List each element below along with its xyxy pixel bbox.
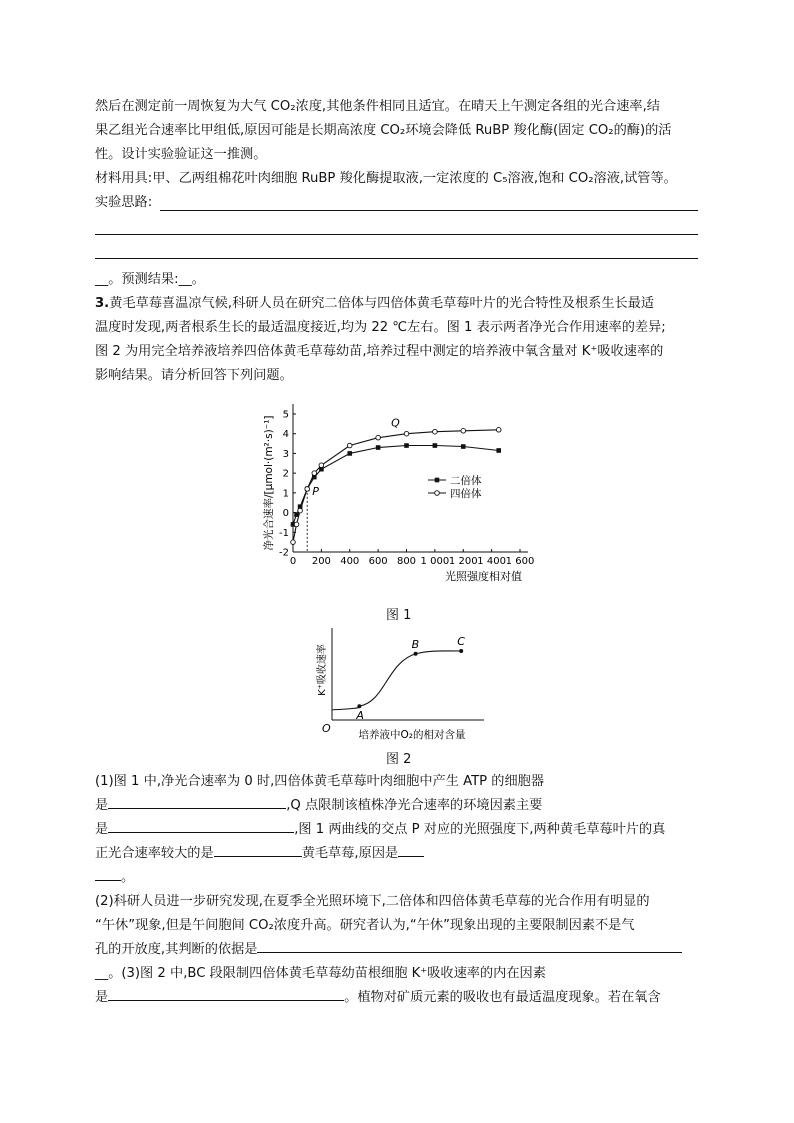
y-tick-label: 3: [282, 448, 289, 460]
point-B: [414, 652, 418, 656]
legend-marker: [435, 478, 440, 483]
text-line: (1)图 1 中,净光合速率为 0 时,四倍体黄毛草莓叶肉细胞中产生 ATP 的细胞器: [95, 774, 545, 789]
data-point-circle: [305, 487, 310, 492]
text-line: 性。设计实验验证这一推测。: [95, 147, 267, 162]
question-3-line: [95, 292, 654, 316]
point-label-A: A: [356, 709, 364, 723]
question-text: 黄毛草莓喜温凉气候,科研人员在研究二倍体与四倍体黄毛草莓叶片的光合特性及根系生长最适: [109, 296, 655, 311]
y-axis-label: K⁺吸收速率: [317, 644, 328, 696]
text-span: 是: [95, 822, 109, 837]
data-point-circle: [461, 428, 466, 433]
figure-1-chart: [245, 392, 545, 592]
answer-blank[interactable]: [257, 938, 682, 953]
answer-blank[interactable]: [214, 842, 302, 857]
text-span: 是: [95, 990, 109, 1005]
text-span: 。: [121, 870, 135, 885]
y-tick-label: 5: [282, 409, 289, 421]
annotation-P: P: [312, 484, 319, 498]
text-span: ,图 1 两曲线的交点 P 对应的光照强度下,两种黄毛草莓叶片的真: [294, 822, 666, 837]
data-point-circle: [376, 435, 381, 440]
data-point-circle: [347, 443, 352, 448]
text-span: 黄毛草莓,原因是: [301, 846, 399, 861]
point-label-B: B: [411, 637, 420, 651]
y-tick-label: 2: [282, 468, 289, 480]
text-span: 是: [95, 798, 109, 813]
question-number: 3.: [95, 296, 110, 311]
y-tick-label: 0: [282, 508, 289, 520]
answer-blank[interactable]: [160, 210, 698, 211]
answer-blank[interactable]: [95, 258, 698, 259]
text-line: 然后在测定前一周恢复为大气 CO₂浓度,其他条件相同且适宜。在晴天上午测定各组的光合速率,结: [95, 99, 660, 114]
legend-marker: [435, 491, 440, 496]
figure-2-caption: 图 2: [386, 752, 412, 767]
predict-line: __。预测结果:__。: [95, 272, 205, 287]
data-point-circle: [312, 471, 317, 476]
data-point-square: [347, 451, 352, 456]
data-point-circle: [298, 508, 303, 513]
x-tick-label: 400: [340, 556, 360, 567]
data-point-circle: [291, 540, 296, 545]
origin-label: O: [322, 722, 331, 735]
legend-label: 四倍体: [450, 488, 482, 500]
data-point-square: [404, 443, 409, 448]
point-A: [357, 704, 361, 708]
annotation-Q: Q: [391, 416, 400, 430]
text-line: [95, 986, 661, 1010]
data-point-circle: [433, 429, 438, 434]
data-point-square: [376, 445, 381, 450]
data-point-square: [433, 443, 438, 448]
text-span: 孔的开放度,其判断的依据是: [95, 942, 258, 957]
text-span: 正光合速率较大的是: [95, 846, 214, 861]
text-span: ,Q 点限制该植株净光合速率的环境因素主要: [286, 798, 543, 813]
x-tick-label: 1 600: [505, 556, 535, 567]
answer-blank[interactable]: [108, 794, 286, 809]
text-line: [95, 818, 665, 842]
idea-label: 实验思路:: [95, 195, 153, 210]
answer-blank[interactable]: [108, 986, 344, 1001]
text-line: 果乙组光合速率比甲组低,原因可能是长期高浓度 CO₂环境会降低 RuBP 羧化酶(固定 CO₂的酶)的活: [95, 123, 672, 138]
text-line: 温度时发现,两者根系生长的最适温度接近,均为 22 ℃左右。图 1 表示两者净光合作用速率的差异;: [95, 320, 666, 335]
figure-2-chart: [312, 622, 492, 750]
data-point-circle: [404, 431, 409, 436]
legend-label: 二倍体: [450, 475, 482, 487]
text-line: [95, 938, 682, 962]
text-line: [95, 842, 424, 866]
materials-line: 材料用具:甲、乙两组棉花叶肉细胞 RuBP 羧化酶提取液,一定浓度的 C₅溶液,饱和 CO₂溶液,试管等。: [95, 171, 677, 186]
answer-blank[interactable]: [108, 818, 294, 833]
x-axis-label: 培养液中O₂的相对含量: [358, 729, 466, 741]
x-tick-label: 1 400: [477, 556, 506, 567]
point-label-C: C: [457, 635, 465, 648]
uptake-curve: [332, 651, 461, 710]
y-tick-label: 4: [282, 429, 289, 441]
y-tick-label: -2: [279, 547, 289, 559]
data-point-circle: [294, 522, 299, 527]
y-axis-label: 净光合速率/[μmol·(m²·s)⁻¹]: [263, 415, 275, 551]
text-line: “午休”现象,但是午间胞间 CO₂浓度升高。研究者认为,“午休”现象出现的主要限制因素不是气: [95, 918, 635, 933]
x-tick-label: 800: [396, 556, 417, 567]
data-point-square: [496, 448, 501, 453]
data-point-circle: [496, 427, 501, 432]
data-point-square: [461, 444, 466, 449]
x-tick-label: 600: [368, 556, 388, 567]
x-tick-label: 0: [289, 556, 297, 567]
x-tick-label: 200: [311, 556, 331, 567]
text-line: (2)科研人员进一步研究发现,在夏季全光照环境下,二倍体和四倍体黄毛草莓的光合作用有明显的: [95, 894, 650, 909]
data-point-circle: [319, 463, 324, 468]
y-tick-label: -1: [279, 527, 289, 539]
text-line: 影响结果。请分析回答下列问题。: [95, 368, 293, 383]
answer-blank[interactable]: [398, 842, 424, 857]
text-line: __。(3)图 2 中,BC 段限制四倍体黄毛草莓幼苗根细胞 K⁺吸收速率的内在因素: [95, 966, 546, 981]
answer-blank[interactable]: [95, 866, 121, 881]
y-tick-label: 1: [282, 488, 289, 500]
text-line: [95, 794, 542, 818]
x-axis-label: 光照强度相对值: [445, 570, 522, 583]
x-tick-label: 1 000: [420, 556, 450, 567]
x-tick-label: 1 200: [448, 556, 478, 567]
answer-blank[interactable]: [95, 234, 698, 235]
text-span: 。植物对矿质元素的吸收也有最适温度现象。若在氧含: [344, 990, 661, 1005]
text-line: 图 2 为用完全培养液培养四倍体黄毛草莓幼苗,培养过程中测定的培养液中氧含量对 K⁺吸收速率的: [95, 344, 664, 359]
figure-1-caption: 图 1: [386, 608, 412, 623]
text-line: [95, 866, 134, 890]
point-C: [459, 649, 463, 653]
